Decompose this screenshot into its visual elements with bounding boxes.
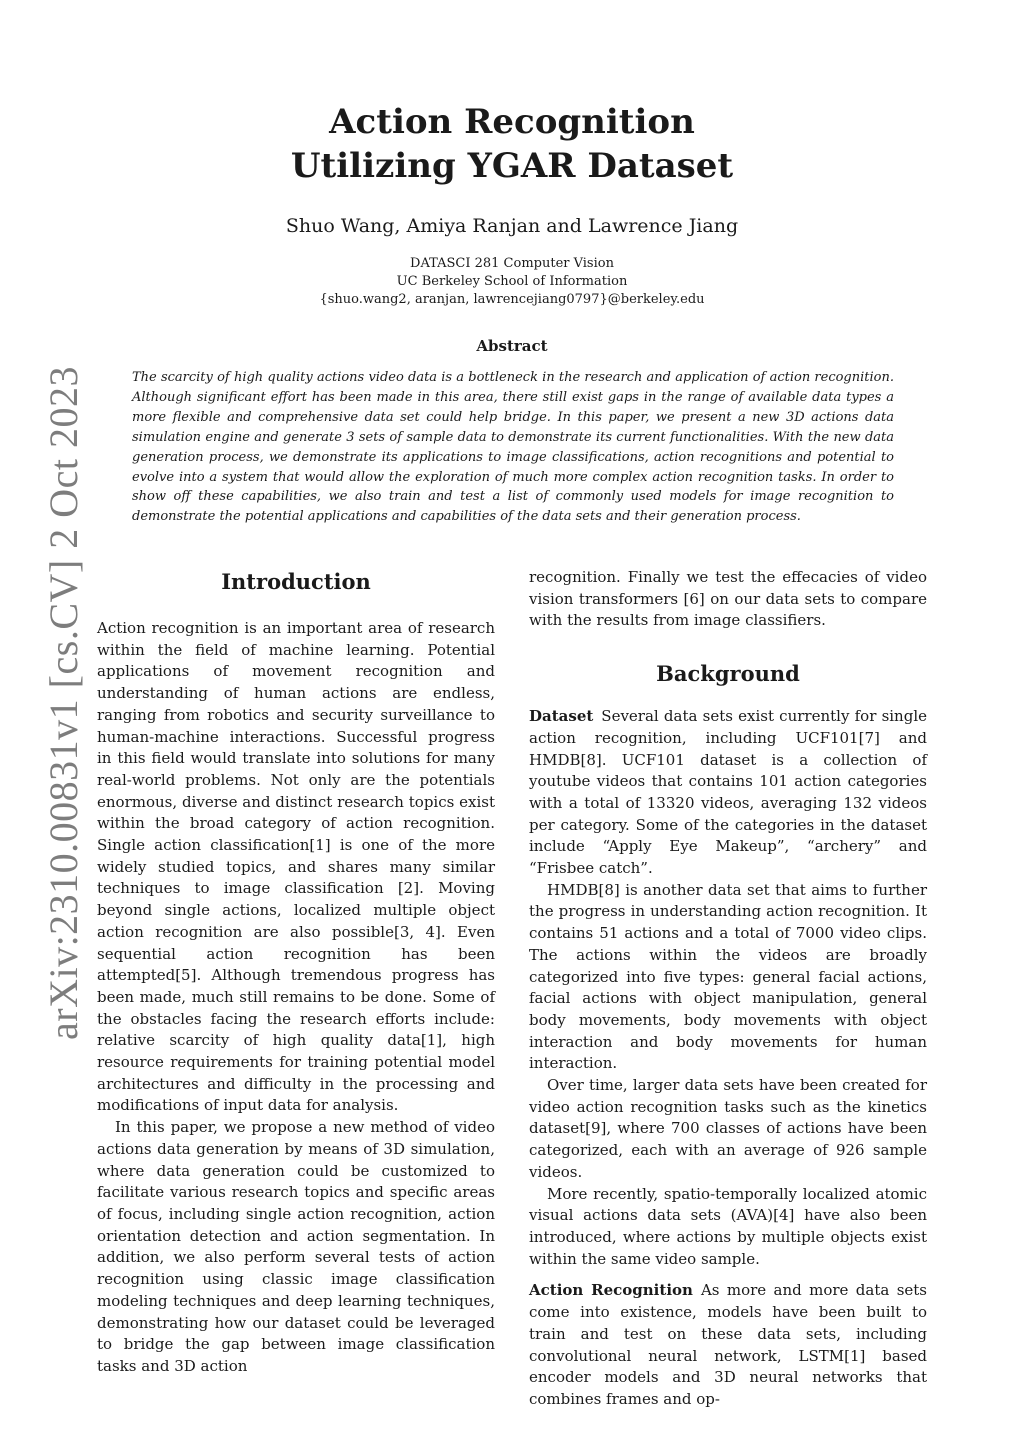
introduction-paragraph-2: In this paper, we propose a new method of video actions data generation by means of 3D simulation, where data generation could be customized to facilitate various research topics and specific areas of focus, including single action recognition, action orientation detection and action segmentation. In addition, we also perform several tests of action recognition using classic image classification modeling techniques and deep learning techniques, demonstrating how our dataset could be leveraged to bridge the gap between image classification tasks and 3D action <box>97 1118 495 1375</box>
action-recognition-run-in-heading: Action Recognition <box>529 1281 693 1300</box>
abstract-text: The scarcity of high quality actions video data is a bottleneck in the research and application of action recognition. Although significant effort has been made in this area, there still exist gaps in the range of available data types a more flexible and comprehensive data set could help bridge. In this paper, we present a new 3D actions data simulation engine and generate 3 sets of sample data to demonstrate its current functionalities. With the new data generation process, we demonstrate its applications to image classifications, action recognitions and potential to evolve into a system that would allow the exploration of much more complex action recognition tasks. In order to show off these capabilities, we also train and test a list of commonly used models for image recognition to demonstrate the potential applications and capabilities of the data sets and their generation process. <box>132 370 894 525</box>
affiliation-emails: {shuo.wang2, aranjan, lawrencejiang0797}@berkeley.edu <box>319 292 705 307</box>
right-column <box>529 567 927 1411</box>
dataset-paragraph-4: More recently, spatio-temporally localized atomic visual actions data sets (AVA)[4] have also been introduced, where actions by multiple objects exist within the same video sample. <box>529 1184 927 1268</box>
paper-title <box>0 100 1024 188</box>
affiliation-school: UC Berkeley School of Information <box>396 274 628 289</box>
title-line-2: Utilizing YGAR Dataset <box>290 146 734 186</box>
dataset-paragraph-1-text: Several data sets exist currently for single action recognition, including UCF101[7] and HMDB[8]. UCF101 dataset is a collection of youtube videos that contains 101 action categories with a total of 13320 videos, averaging 132 videos per category. Some of the categories in the dataset include “Apply Eye Makeup”, “archery” and “Frisbee catch”. <box>529 707 927 878</box>
abstract-heading: Abstract <box>476 337 548 355</box>
introduction-paragraph-2-continued: recognition. Finally we test the effecacies of video vision transformers [6] on our data sets to compare with the results from image classifiers. <box>529 568 927 630</box>
affiliation-course: DATASCI 281 Computer Vision <box>410 256 614 271</box>
introduction-heading: Introduction <box>221 569 371 594</box>
action-recognition-paragraph-text: As more and more data sets come into existence, models have been built to train and test on these data sets, including convolutional neural network, LSTM[1] based encoder models and 3D neural networks that combines frames and op- <box>529 1281 928 1408</box>
introduction-paragraph-1: Action recognition is an important area of research within the field of machine learning. Potential applications of movement recognition and understanding of human actions are endless, ranging from robotics and security surveillance to human-machine interactions. Successful progress in this field would translate into solutions for many real-world problems. Not only are the potentials enormous, diverse and distinct research topics exist within the broad category of action recognition. Single action classification[1] is one of the more widely studied topics, and shares many similar techniques to image classification [2]. Moving beyond single actions, localized multiple object action recognition are also possible[3, 4]. Even sequential action recognition has been attempted[5]. Although tremendous progress has been made, much still remains to be done. Some of the obstacles facing the research efforts include: relative scarcity of high quality data[1], high resource requirements for training potential model architectures and difficulty in the processing and modifications of input data for analysis. <box>97 619 495 1115</box>
title-line-1: Action Recognition <box>329 102 695 142</box>
dataset-paragraph-2: HMDB[8] is another data set that aims to further the progress in understanding action recognition. It contains 51 actions and a total of 7000 video clips. The actions within the videos are broadly categorized into five types: general facial actions, facial actions with object manipulation, general body movements, body movements with object interaction and body movements for human interaction. <box>529 880 927 1073</box>
background-heading: Background <box>656 661 800 687</box>
dataset-paragraph-3: Over time, larger data sets have been created for video action recognition tasks such as the kinetics dataset[9], where 700 classes of actions have been categorized, each with an average of 926 sample videos. <box>529 1076 927 1181</box>
dataset-run-in-heading: Dataset <box>529 707 594 726</box>
dataset-paragraph-1 <box>529 706 927 880</box>
author-list: Shuo Wang, Amiya Ranjan and Lawrence Jiang <box>285 215 739 237</box>
affiliation-block <box>0 255 1024 309</box>
left-column <box>97 560 495 1378</box>
action-recognition-paragraph <box>529 1280 927 1410</box>
arxiv-identifier: arXiv:2310.00831v1 [cs.CV] 2 Oct 2023 <box>41 366 86 1040</box>
